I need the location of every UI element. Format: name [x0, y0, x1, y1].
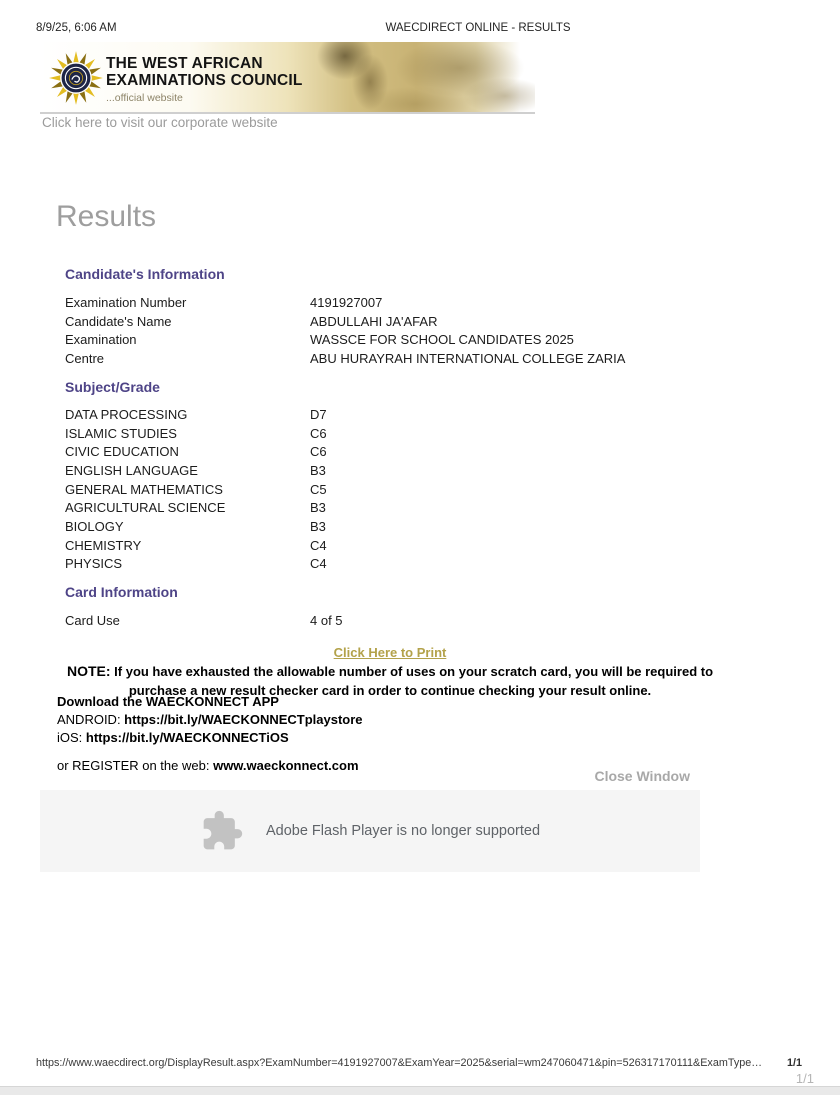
- banner-org-name: [106, 56, 303, 105]
- card-info-table: [65, 611, 343, 630]
- info-value: 4191927007: [310, 294, 383, 310]
- viewer-bottom-edge: [0, 1086, 840, 1095]
- subject-grade: D7: [310, 406, 327, 422]
- table-row: [65, 330, 625, 349]
- table-row: [65, 611, 343, 630]
- app-promo-heading: Download the WAECKONNECT APP: [57, 694, 279, 709]
- subject-name: CHEMISTRY: [65, 537, 142, 553]
- flash-player-notice: [40, 790, 700, 872]
- register-label: or REGISTER on the web:: [57, 757, 214, 773]
- table-row: [65, 424, 327, 443]
- print-header-title: WAECDIRECT ONLINE - RESULTS: [385, 22, 571, 34]
- android-store-link[interactable]: https://bit.ly/WAECKONNECTplaystore: [124, 711, 363, 727]
- print-header-date: 8/9/25, 6:06 AM: [36, 22, 117, 34]
- note-label: NOTE:: [66, 663, 111, 679]
- info-label: Examination Number: [65, 294, 187, 310]
- waec-logo-icon: [48, 50, 104, 106]
- subject-grade: B3: [310, 518, 326, 534]
- subject-name: CIVIC EDUCATION: [65, 444, 179, 460]
- table-row: [65, 442, 327, 461]
- android-label: ANDROID:: [57, 711, 125, 727]
- ios-label: iOS:: [57, 729, 86, 745]
- corporate-website-link[interactable]: Click here to visit our corporate website: [42, 115, 278, 130]
- info-value: 4 of 5: [310, 612, 343, 628]
- candidate-info-heading: Candidate's Information: [65, 266, 225, 282]
- info-value: ABDULLAHI JA'AFAR: [310, 313, 438, 329]
- subject-grade: C4: [310, 537, 327, 553]
- print-footer-url: https://www.waecdirect.org/DisplayResult.aspx?ExamNumber=4191927007&ExamYear=2025&serial=wm247060471&pin=526317170111&ExamType…: [36, 1057, 763, 1069]
- subject-name: AGRICULTURAL SCIENCE: [65, 500, 226, 516]
- info-label: Candidate's Name: [65, 313, 172, 329]
- subject-grade-table: [65, 405, 327, 573]
- app-promo-block: [57, 694, 363, 776]
- table-row: [65, 349, 625, 368]
- table-row: [65, 293, 625, 312]
- info-label: Examination: [65, 332, 137, 348]
- subject-grade-heading: Subject/Grade: [65, 379, 160, 395]
- subject-grade: C6: [310, 425, 327, 441]
- register-web-link[interactable]: www.waeckonnect.com: [213, 757, 359, 773]
- subject-grade: B3: [310, 462, 326, 478]
- table-row: [65, 498, 327, 517]
- table-row: [65, 405, 327, 424]
- subject-grade: B3: [310, 500, 326, 516]
- subject-grade: C6: [310, 444, 327, 460]
- info-label: Card Use: [65, 612, 120, 628]
- info-label: Centre: [65, 350, 105, 366]
- waec-banner[interactable]: [40, 42, 535, 114]
- candidate-info-table: [65, 293, 625, 368]
- table-row: [65, 536, 327, 555]
- subject-name: BIOLOGY: [65, 518, 124, 534]
- print-footer-page-number: 1/1: [786, 1057, 802, 1069]
- note-text: If you have exhausted the allowable number of uses on your scratch card, you will be required to purchase a new result checker card in order to continue checking your result online.: [114, 664, 714, 698]
- print-link-row: [40, 644, 740, 662]
- close-window-link[interactable]: Close Window: [594, 768, 690, 784]
- table-row: [65, 555, 327, 574]
- table-row: [65, 461, 327, 480]
- info-value: WASSCE FOR SCHOOL CANDIDATES 2025: [310, 332, 574, 348]
- subject-grade: C4: [310, 556, 327, 572]
- org-name-line1: THE WEST AFRICAN: [106, 55, 263, 72]
- page-title: Results: [56, 200, 157, 233]
- subject-name: GENERAL MATHEMATICS: [65, 481, 223, 497]
- table-row: [65, 517, 327, 536]
- ios-store-link[interactable]: https://bit.ly/WAECKONNECTiOS: [85, 729, 289, 745]
- org-name-line2: EXAMINATIONS COUNCIL: [106, 71, 303, 89]
- subject-name: PHYSICS: [65, 556, 123, 572]
- android-link-line: [57, 712, 363, 727]
- banner-tagline: ...official website: [106, 92, 183, 105]
- subject-name: DATA PROCESSING: [65, 406, 188, 422]
- viewer-page-indicator: 1/1: [795, 1071, 814, 1086]
- puzzle-piece-icon: [200, 809, 244, 853]
- table-row: [65, 480, 327, 499]
- subject-name: ENGLISH LANGUAGE: [65, 462, 198, 478]
- flash-notice-text: Adobe Flash Player is no longer supported: [265, 823, 541, 839]
- ios-link-line: [57, 730, 363, 745]
- subject-grade: C5: [310, 481, 327, 497]
- click-here-to-print-link[interactable]: Click Here to Print: [333, 645, 447, 660]
- subject-name: ISLAMIC STUDIES: [65, 425, 177, 441]
- table-row: [65, 312, 625, 331]
- card-info-heading: Card Information: [65, 584, 178, 600]
- info-value: ABU HURAYRAH INTERNATIONAL COLLEGE ZARIA: [310, 350, 626, 366]
